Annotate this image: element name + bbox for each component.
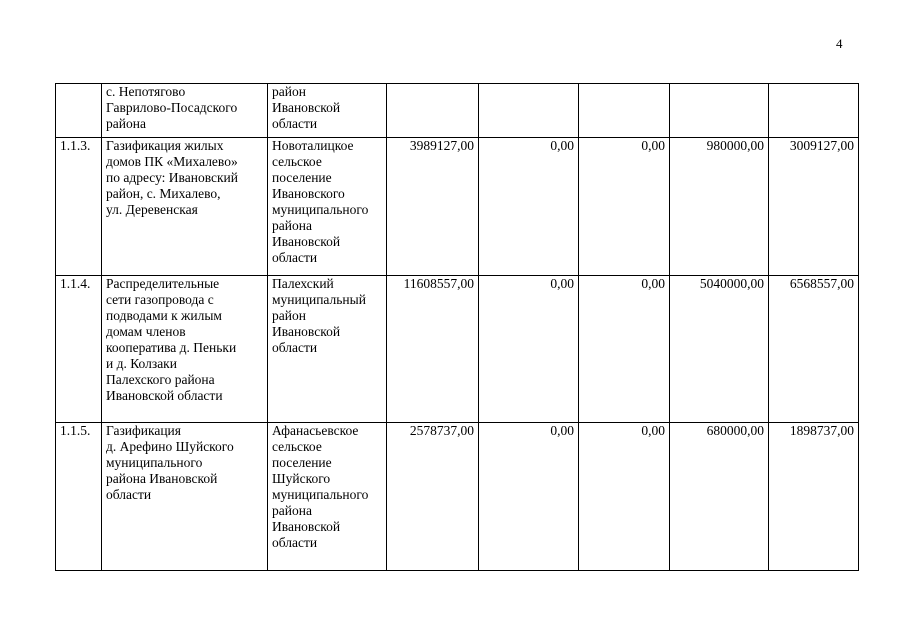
amount-col3	[579, 84, 670, 138]
total-amount: 3989127,00	[387, 138, 479, 276]
amount-col4	[670, 84, 769, 138]
amount-col4: 680000,00	[670, 423, 769, 571]
row-index: 1.1.4.	[56, 276, 102, 423]
municipality: Новоталицкое сельское поселение Ивановского муниципального района Ивановской области	[268, 138, 387, 276]
row-index: 1.1.5.	[56, 423, 102, 571]
amount-col3: 0,00	[579, 276, 670, 423]
total-amount	[387, 84, 479, 138]
amount-col5	[769, 84, 859, 138]
row-index: 1.1.3.	[56, 138, 102, 276]
amount-col2: 0,00	[479, 138, 579, 276]
page-number: 4	[836, 36, 843, 51]
table-row	[56, 84, 859, 138]
amount-col2	[479, 84, 579, 138]
municipality: район Ивановской области	[268, 84, 387, 138]
amount-col2: 0,00	[479, 423, 579, 571]
municipality: Афанасьевское сельское поселение Шуйского муниципального района Ивановской области	[268, 423, 387, 571]
amount-col3: 0,00	[579, 423, 670, 571]
municipality: Палехский муниципальный район Ивановской области	[268, 276, 387, 423]
table-row	[56, 138, 859, 276]
object-name: Газификация жилых домов ПК «Михалево» по адресу: Ивановский район, с. Михалево, ул. Деревенская	[102, 138, 268, 276]
total-amount: 2578737,00	[387, 423, 479, 571]
amount-col4: 980000,00	[670, 138, 769, 276]
budget-table	[55, 83, 859, 571]
total-amount: 11608557,00	[387, 276, 479, 423]
amount-col5: 6568557,00	[769, 276, 859, 423]
amount-col3: 0,00	[579, 138, 670, 276]
amount-col2: 0,00	[479, 276, 579, 423]
object-name: Газификация д. Арефино Шуйского муниципального района Ивановской области	[102, 423, 268, 571]
table-row	[56, 276, 859, 423]
row-index	[56, 84, 102, 138]
table-row	[56, 423, 859, 571]
object-name: Распределительные сети газопровода с подводами к жилым домам членов кооператива д. Пеньки и д. Колзаки Палехского района Ивановской области	[102, 276, 268, 423]
amount-col4: 5040000,00	[670, 276, 769, 423]
amount-col5: 3009127,00	[769, 138, 859, 276]
object-name: с. Непотягово Гаврилово-Посадского района	[102, 84, 268, 138]
amount-col5: 1898737,00	[769, 423, 859, 571]
